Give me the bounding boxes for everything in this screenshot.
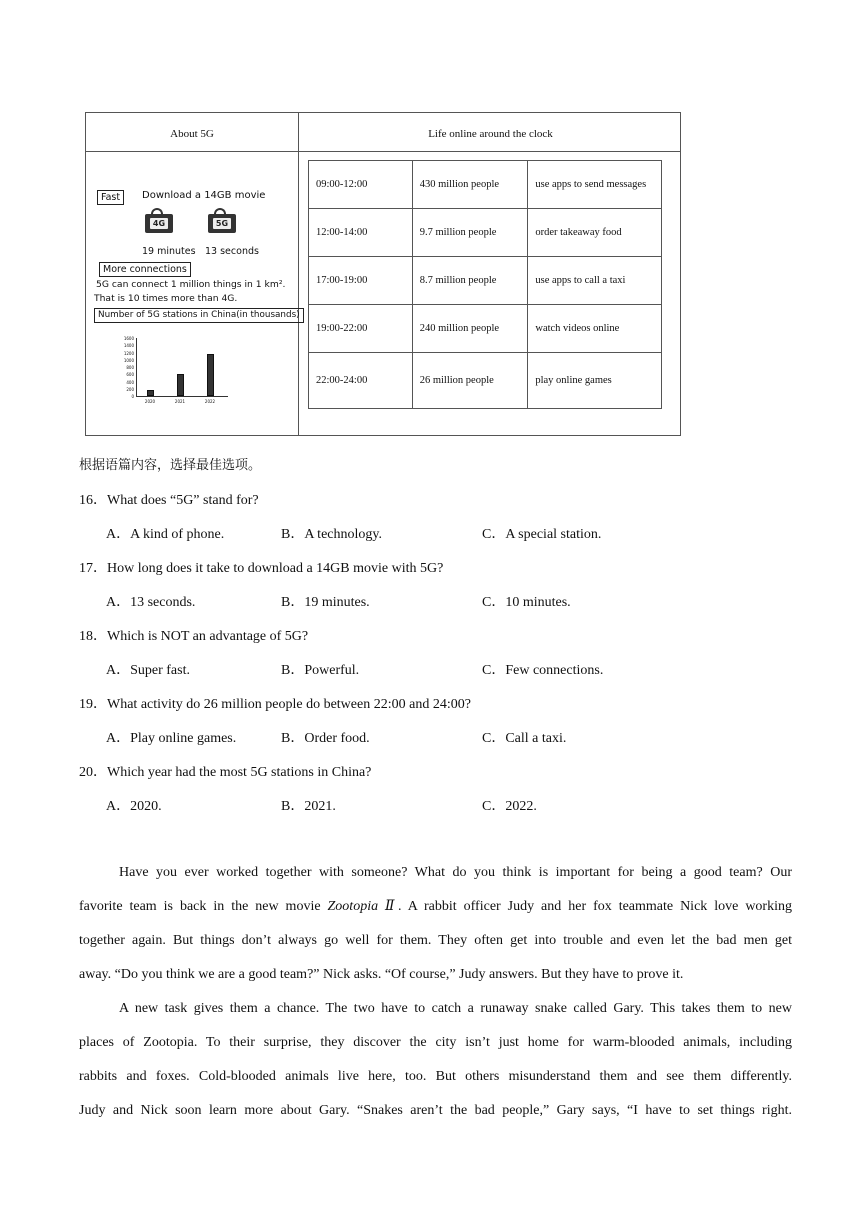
passage-line: away. “Do you think we are a good team?” Nick asks. “Of course,” Judy answers. But they have to prove it. bbox=[79, 967, 684, 982]
schedule-people: 26 million people bbox=[412, 353, 528, 409]
schedule-time: 12:00-14:00 bbox=[309, 209, 413, 257]
chart-bar bbox=[207, 354, 214, 396]
y-tick-label: 400 bbox=[126, 379, 134, 385]
stations-mini-chart bbox=[114, 334, 234, 406]
schedule-activity: use apps to send messages bbox=[528, 161, 662, 209]
download-text: Download a 14GB movie bbox=[142, 190, 266, 201]
option-a[interactable]: A．Play online games. bbox=[106, 731, 237, 746]
schedule-row bbox=[309, 353, 662, 409]
online-schedule-table bbox=[308, 160, 662, 409]
question-text: 18．Which is NOT an advantage of 5G? bbox=[79, 629, 309, 644]
passage-text: . A rabbit officer Judy and her fox teammate Nick love working bbox=[398, 899, 792, 914]
option-b[interactable]: B．19 minutes. bbox=[281, 595, 370, 610]
option-b[interactable]: B．2021. bbox=[281, 799, 336, 814]
time-5g: 13 seconds bbox=[205, 246, 259, 257]
schedule-row bbox=[309, 257, 662, 305]
schedule-activity: play online games bbox=[528, 353, 662, 409]
more-connections-label: More connections bbox=[99, 262, 191, 277]
time-4g: 19 minutes bbox=[142, 246, 196, 257]
schedule-activity: order takeaway food bbox=[528, 209, 662, 257]
option-a[interactable]: A．13 seconds. bbox=[106, 595, 196, 610]
instruction-text: 根据语篇内容，选择最佳选项。 bbox=[79, 458, 262, 473]
schedule-people: 8.7 million people bbox=[412, 257, 528, 305]
y-tick-label: 1200 bbox=[123, 350, 134, 356]
schedule-row bbox=[309, 209, 662, 257]
schedule-activity: use apps to call a taxi bbox=[528, 257, 662, 305]
x-tick-label: 2022 bbox=[204, 399, 216, 404]
chart-bar bbox=[147, 390, 154, 396]
passage-text: favorite team is back in the new movie bbox=[79, 899, 328, 914]
option-c[interactable]: C．Few connections. bbox=[482, 663, 604, 678]
schedule-time: 19:00-22:00 bbox=[309, 305, 413, 353]
passage-line: Have you ever worked together with someone? What do you think is important for being a good team? Our bbox=[119, 865, 792, 880]
y-axis bbox=[136, 338, 137, 396]
option-b[interactable]: B．A technology. bbox=[281, 527, 382, 542]
about-5g-panel bbox=[86, 152, 298, 436]
passage-paragraph-1 bbox=[79, 856, 792, 992]
y-tick-label: 0 bbox=[131, 394, 134, 399]
question-text: 19．What activity do 26 million people do between 22:00 and 24:00? bbox=[79, 697, 471, 712]
question-text: 20．Which year had the most 5G stations in China? bbox=[79, 765, 372, 780]
y-tick-label: 600 bbox=[126, 372, 134, 378]
option-c[interactable]: C．10 minutes. bbox=[482, 595, 571, 610]
passage-paragraph-2 bbox=[79, 992, 792, 1128]
option-a[interactable]: A．A kind of phone. bbox=[106, 527, 225, 542]
5g-device-icon bbox=[208, 214, 236, 233]
y-tick-label: 200 bbox=[126, 386, 134, 392]
divider bbox=[298, 113, 299, 435]
passage-line: together again. But things don’t always go well for them. They often get into trouble and even let the bad men get bbox=[79, 933, 792, 948]
passage-line bbox=[79, 890, 792, 924]
movie-title: Zootopia Ⅱ bbox=[327, 899, 399, 914]
y-tick-label: 1400 bbox=[123, 343, 134, 349]
schedule-activity: watch videos online bbox=[528, 305, 662, 353]
schedule-row bbox=[309, 161, 662, 209]
passage-line: A new task gives them a chance. The two have to catch a runaway snake called Gary. This takes them to new bbox=[119, 1001, 792, 1016]
option-c[interactable]: C．A special station. bbox=[482, 527, 602, 542]
figure-header-about-5g: About 5G bbox=[170, 128, 214, 140]
question-text: 17．How long does it take to download a 14GB movie with 5G? bbox=[79, 561, 444, 576]
option-c[interactable]: C．Call a taxi. bbox=[482, 731, 567, 746]
schedule-row bbox=[309, 305, 662, 353]
passage-line: places of Zootopia. To their surprise, they discover the city isn’t just home for warm-blooded animals, including bbox=[79, 1035, 792, 1050]
question-text: 16．What does “5G” stand for? bbox=[79, 493, 259, 508]
figure-header-life-online: Life online around the clock bbox=[428, 128, 553, 140]
stations-label: Number of 5G stations in China(in thousands) bbox=[94, 308, 304, 323]
connect-line2: That is 10 times more than 4G. bbox=[94, 293, 238, 304]
y-tick-label: 1000 bbox=[123, 357, 134, 363]
x-axis bbox=[136, 396, 228, 397]
4g-icon-label: 4G bbox=[150, 218, 168, 229]
passage-line: Judy and Nick soon learn more about Gary. “Snakes aren’t the bad people,” Gary says, “I have to set things right. bbox=[79, 1103, 792, 1118]
option-a[interactable]: A．2020. bbox=[106, 799, 162, 814]
option-b[interactable]: B．Order food. bbox=[281, 731, 370, 746]
connect-line1: 5G can connect 1 million things in 1 km². bbox=[96, 279, 286, 290]
fast-label: Fast bbox=[97, 190, 124, 205]
schedule-time: 17:00-19:00 bbox=[309, 257, 413, 305]
schedule-people: 240 million people bbox=[412, 305, 528, 353]
info-figure bbox=[85, 112, 681, 436]
schedule-people: 9.7 million people bbox=[412, 209, 528, 257]
y-tick-label: 800 bbox=[126, 365, 134, 370]
option-c[interactable]: C．2022. bbox=[482, 799, 537, 814]
4g-device-icon bbox=[145, 214, 173, 233]
x-tick-label: 2021 bbox=[174, 399, 186, 404]
schedule-time: 09:00-12:00 bbox=[309, 161, 413, 209]
schedule-time: 22:00-24:00 bbox=[309, 353, 413, 409]
5g-icon-label: 5G bbox=[213, 218, 231, 229]
y-tick-label: 1600 bbox=[123, 336, 134, 341]
option-b[interactable]: B．Powerful. bbox=[281, 663, 360, 678]
x-tick-label: 2020 bbox=[144, 399, 156, 404]
schedule-people: 430 million people bbox=[412, 161, 528, 209]
passage-line: rabbits and foxes. Cold-blooded animals live here, too. But others misunderstand them and see them differently. bbox=[79, 1069, 792, 1084]
option-a[interactable]: A．Super fast. bbox=[106, 663, 190, 678]
chart-bar bbox=[177, 374, 184, 396]
